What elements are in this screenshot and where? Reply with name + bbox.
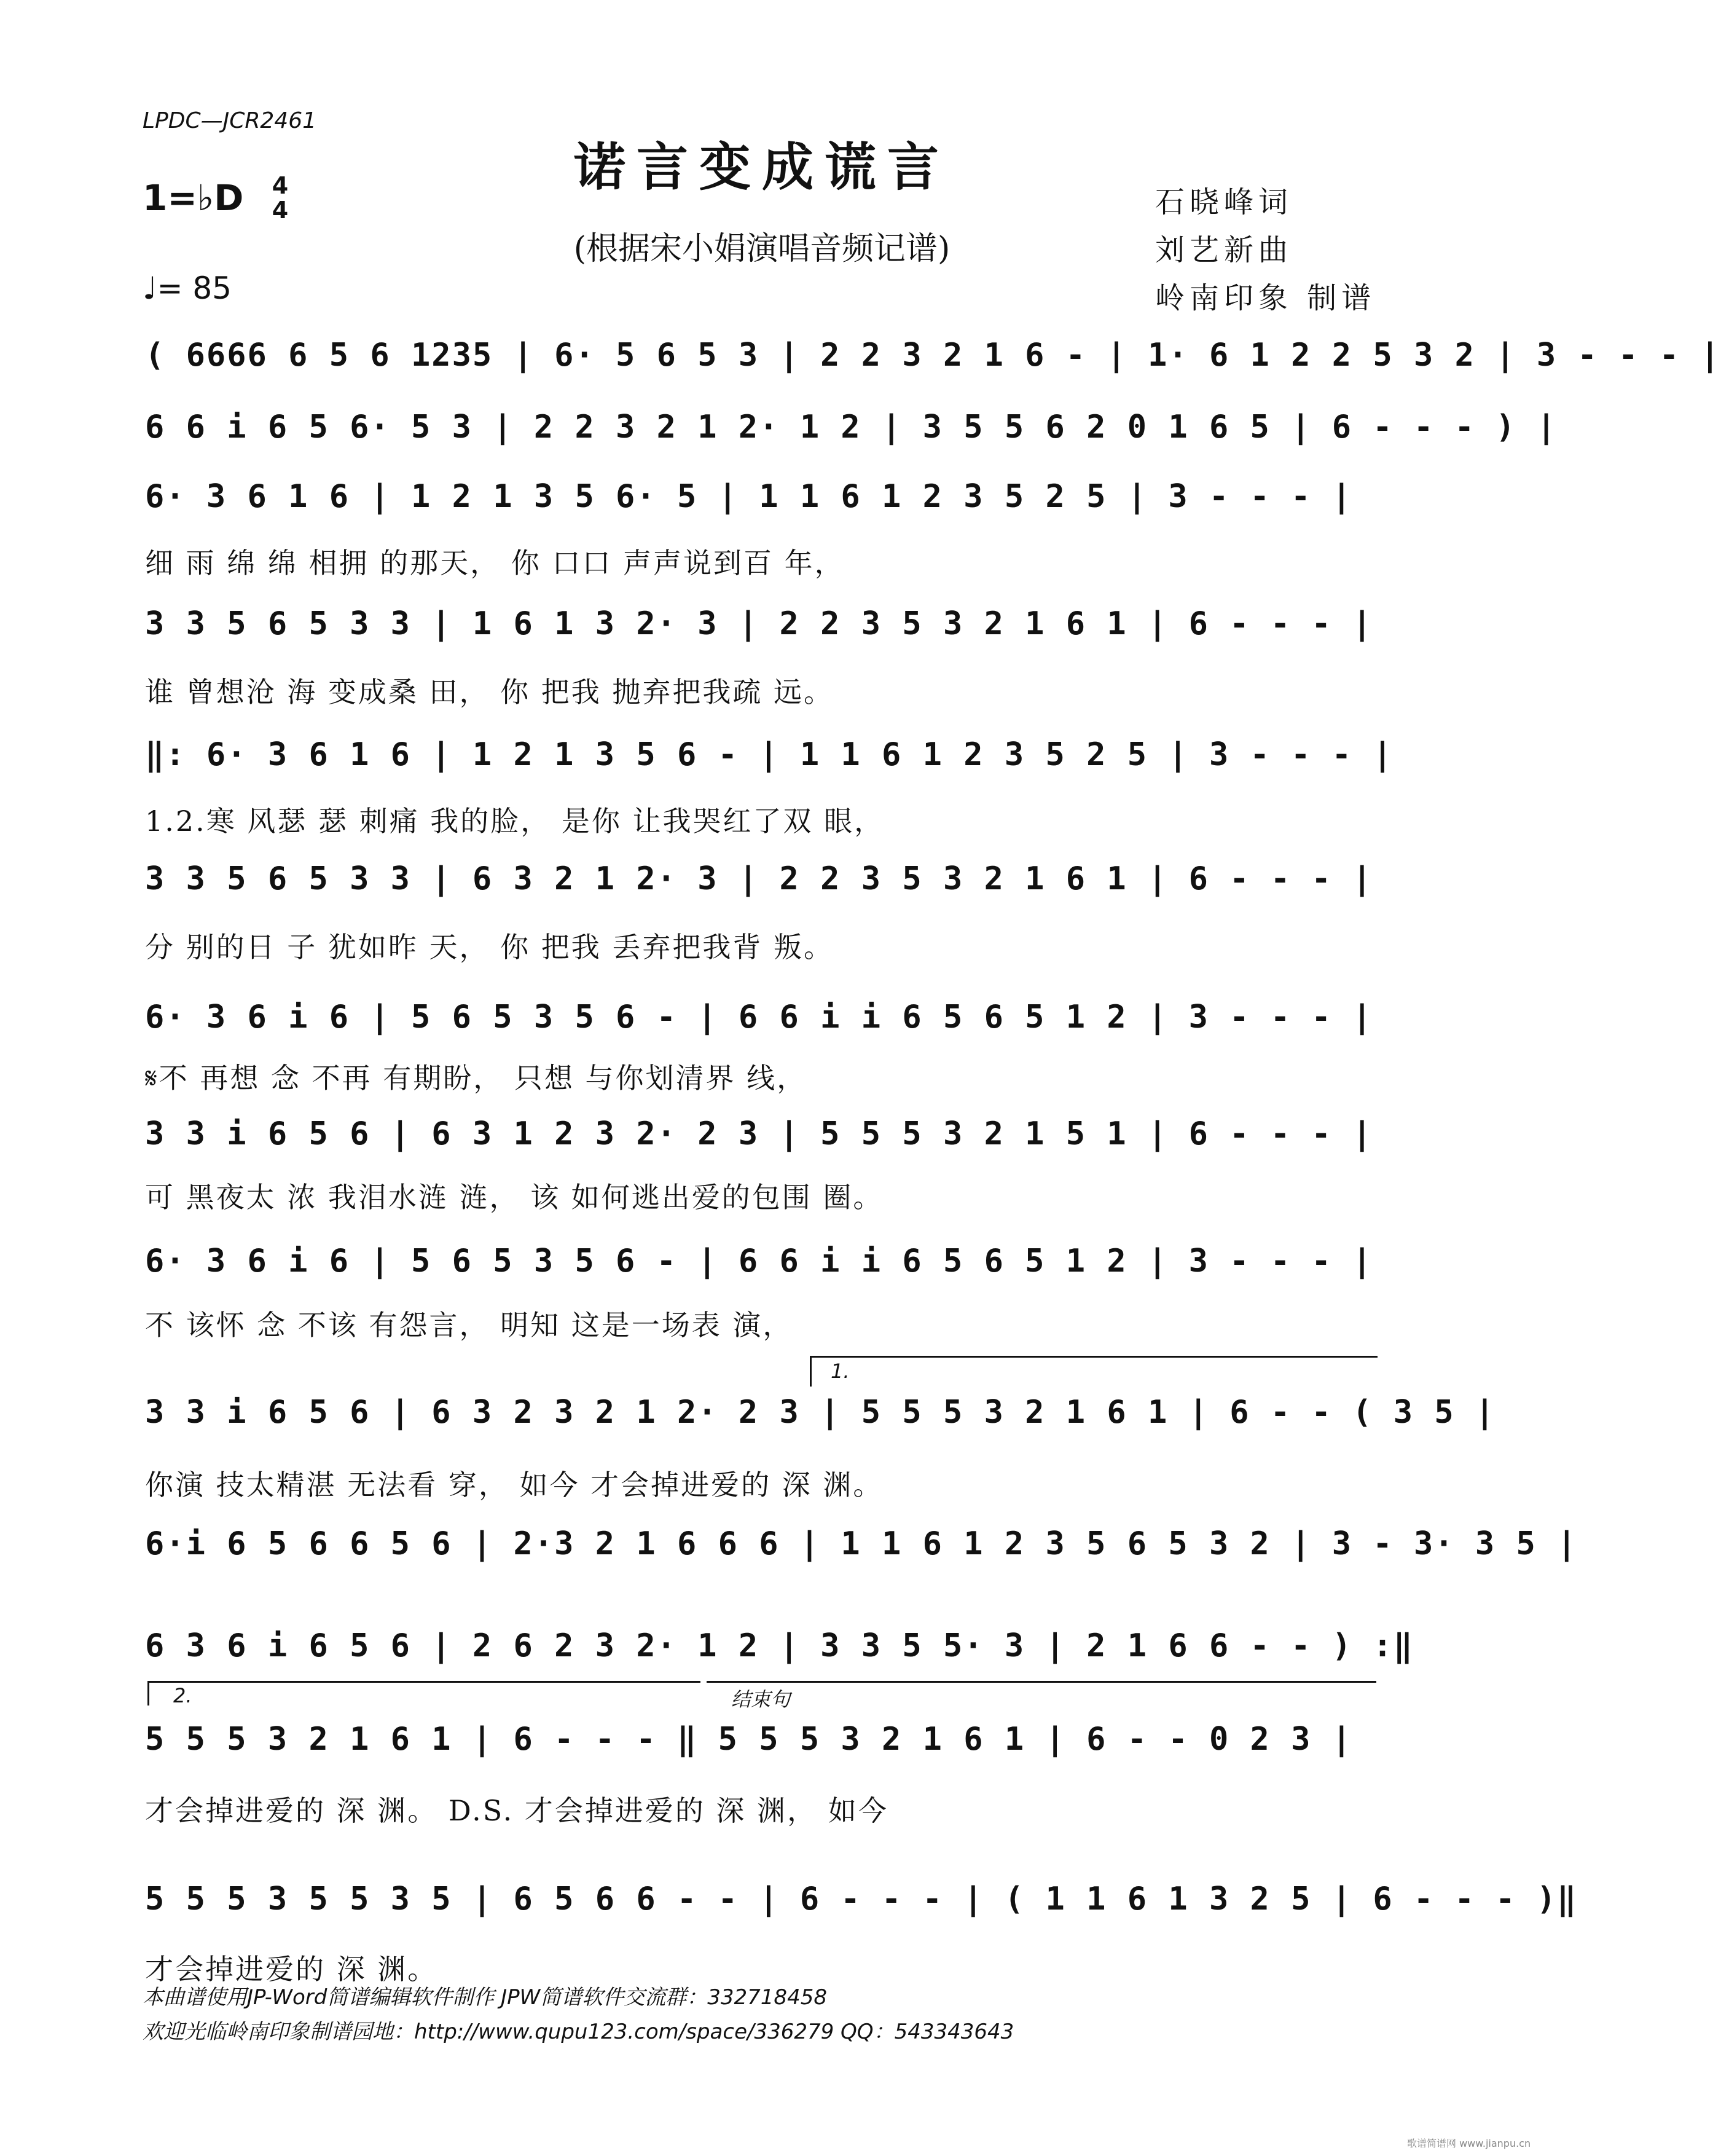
notation-row: 3 3 5 6 5 3 3 | 1 6 1 3 2· 3 | 2 2 3 5 3 2 1 6 1 | 6 - - - |: [145, 605, 1373, 642]
volta-1-label: 1.: [831, 1359, 850, 1383]
notation-row: 6 3 6 i 6 5 6 | 2 6 2 3 2· 1 2 | 3 3 5 5· 3 | 2 1 6 6 - - ) :‖: [145, 1627, 1414, 1664]
lyric-row: 细 雨 绵 绵 相拥 的那天， 你 口口 声声说到百 年，: [145, 546, 845, 580]
notation-row: 6·i 6 5 6 6 5 6 | 2·3 2 1 6 6 6 | 1 1 6 1 2 3 5 6 5 3 2 | 3 - 3· 3 5 |: [145, 1525, 1578, 1562]
volta-1-bracket-edge: [810, 1356, 812, 1387]
lyric-row: 你演 技太精湛 无法看 穿， 如今 才会掉进爱的 深 渊。: [145, 1468, 884, 1501]
notation-row: ( 6666 6 5 6 1235 | 6· 5 6 5 3 | 2 2 3 2 1 6 - | 1· 6 1 2 2 5 3 2 | 3 - - - |: [145, 337, 1721, 374]
notation-row: ‖: 6· 3 6 1 6 | 1 2 1 3 5 6 - | 1 1 6 1 2 3 5 2 5 | 3 - - - |: [145, 736, 1394, 773]
notation-row: 6· 3 6 1 6 | 1 2 1 3 5 6· 5 | 1 1 6 1 2 3 5 2 5 | 3 - - - |: [145, 478, 1353, 515]
score-code: LPDC—JCR2461: [143, 108, 317, 133]
ending-bracket: [707, 1681, 1376, 1683]
volta-2-bracket-edge: [147, 1681, 149, 1706]
arranger-credit: 岭南印象 制谱: [1155, 281, 1376, 315]
meter-top: 4: [272, 172, 289, 199]
notation-row: 5 5 5 3 5 5 3 5 | 6 5 6 6 - - | 6 - - - | ( 1 1 6 1 3 2 5 | 6 - - - )‖: [145, 1881, 1578, 1918]
page-title: 诺言变成谎言: [573, 136, 950, 197]
volta-2-bracket: [147, 1681, 700, 1683]
subtitle: (根据宋小娟演唱音频记谱): [573, 230, 951, 267]
volta-2-label: 2.: [173, 1684, 192, 1707]
notation-row: 5 5 5 3 2 1 6 1 | 6 - - - ‖ 5 5 5 3 2 1 6 1 | 6 - - 0 2 3 |: [145, 1721, 1353, 1758]
lyric-row: 分 别的日 子 犹如昨 天， 你 把我 丢弃把我背 叛。: [145, 930, 834, 964]
tempo-marking: ♩= 85: [143, 270, 232, 306]
lyric-row: 不 该怀 念 不该 有怨言， 明知 这是一场表 演，: [145, 1308, 793, 1342]
key-signature: 1=♭D: [143, 177, 244, 219]
lyric-row: 1.2.寒 风瑟 瑟 刺痛 我的脸， 是你 让我哭红了双 眼，: [145, 805, 885, 838]
site-watermark: 歌谱简谱网 www.jianpu.cn: [1407, 2138, 1531, 2149]
notation-row: 3 3 5 6 5 3 3 | 6 3 2 1 2· 3 | 2 2 3 5 3 2 1 6 1 | 6 - - - |: [145, 860, 1373, 897]
meter-bottom: 4: [272, 197, 289, 224]
lyric-row: 才会掉进爱的 深 渊。 D.S. 才会掉进爱的 深 渊， 如今: [145, 1794, 888, 1827]
time-signature: [262, 173, 299, 222]
footer-software-note: 本曲谱使用JP-Word简谱编辑软件制作 JPW简谱软件交流群：332718458: [143, 1985, 827, 2010]
notation-row: 6· 3 6 i 6 | 5 6 5 3 5 6 - | 6 6 i i 6 5 6 5 1 2 | 3 - - - |: [145, 1243, 1373, 1280]
lyricist-credit: 石晓峰词: [1155, 185, 1293, 219]
notation-row: 6· 3 6 i 6 | 5 6 5 3 5 6 - | 6 6 i i 6 5 6 5 1 2 | 3 - - - |: [145, 999, 1373, 1036]
notation-row: 6 6 i 6 5 6· 5 3 | 2 2 3 2 1 2· 1 2 | 3 5 5 6 2 0 1 6 5 | 6 - - - ) |: [145, 409, 1558, 446]
footer-website-note: 欢迎光临岭南印象制谱园地：http://www.qupu123.com/space/336279 QQ：543343643: [143, 2020, 1014, 2044]
notation-row: 3 3 i 6 5 6 | 6 3 1 2 3 2· 2 3 | 5 5 5 3 2 1 5 1 | 6 - - - |: [145, 1115, 1373, 1152]
ending-label: 结束句: [731, 1688, 791, 1711]
lyric-row: 𝄋不 再想 念 不再 有期盼， 只想 与你划清界 线，: [145, 1061, 807, 1095]
lyric-row: 可 黑夜太 浓 我泪水涟 涟， 该 如何逃出爱的包围 圈。: [145, 1181, 884, 1214]
lyric-row: 谁 曾想沧 海 变成桑 田， 你 把我 抛弃把我疏 远。: [145, 675, 834, 709]
notation-row: 3 3 i 6 5 6 | 6 3 2 3 2 1 2· 2 3 | 5 5 5 3 2 1 6 1 | 6 - - ( 3 5 |: [145, 1394, 1496, 1431]
composer-credit: 刘艺新曲: [1155, 233, 1293, 267]
lyric-row: 才会掉进爱的 深 渊。: [145, 1953, 438, 1986]
volta-1-bracket: [810, 1356, 1378, 1358]
